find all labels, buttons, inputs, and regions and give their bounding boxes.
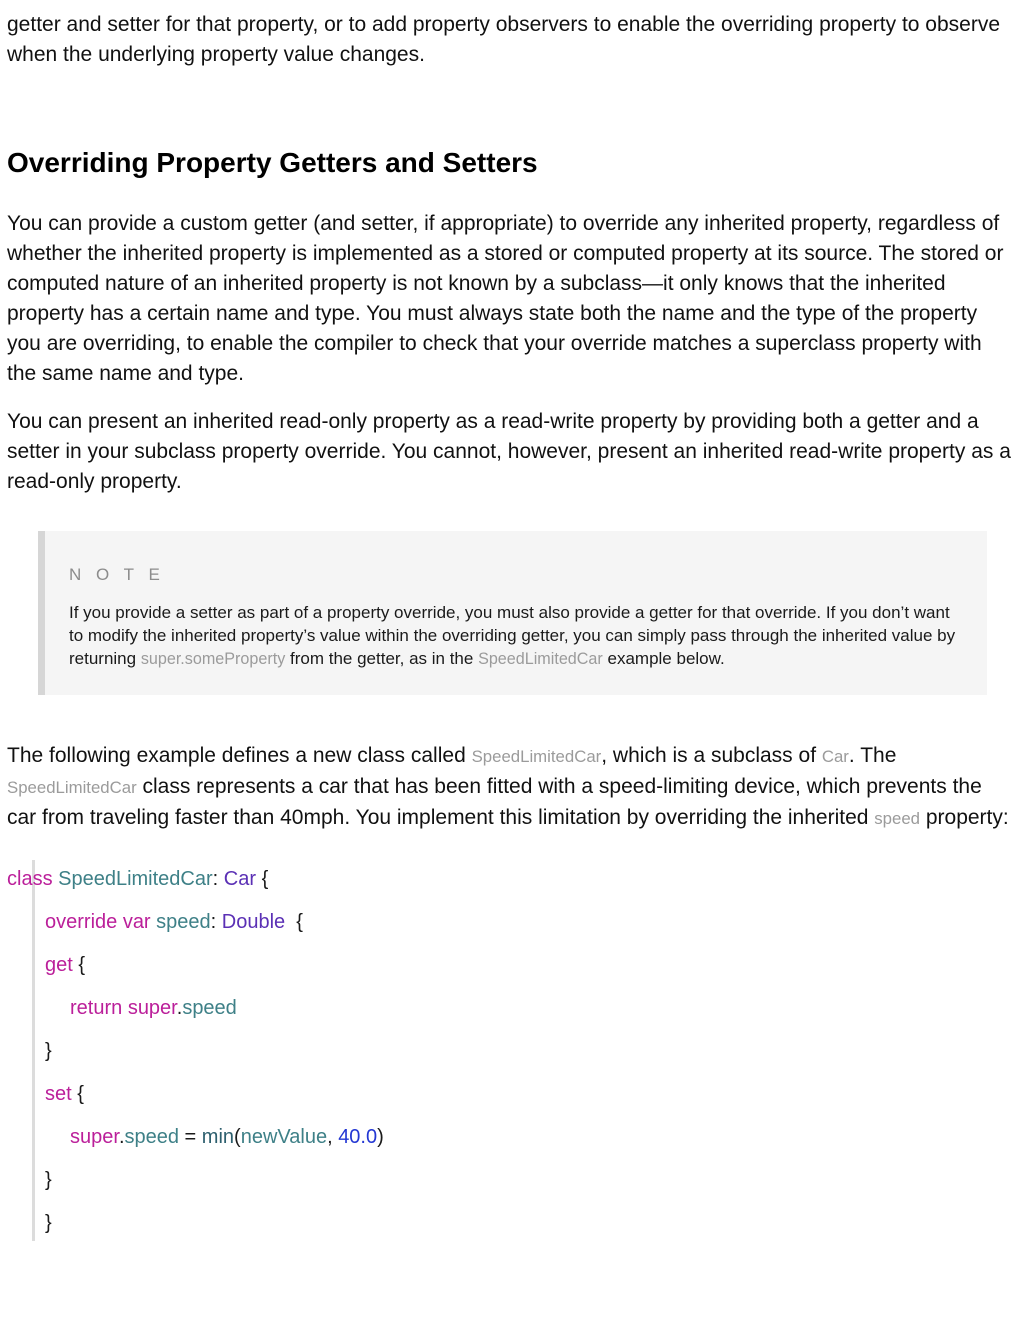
code-line (7, 944, 1014, 987)
code-token: { (77, 1083, 84, 1105)
code-line (7, 1202, 1014, 1245)
code-token: override (45, 911, 123, 933)
code-token: } (45, 1169, 52, 1191)
code-token: return (70, 997, 128, 1019)
text-segment: class represents a car that has been fitted with a speed-limiting device, which prevents the car from traveling faster than 40mph. You implement this limitation by overriding the inherited (7, 775, 982, 829)
text-segment: from the getter, as in the (285, 649, 479, 668)
code-token: super (70, 1126, 119, 1148)
code-line (7, 1159, 1014, 1202)
inline-code: super.someProperty (140, 650, 286, 668)
code-token: speed (182, 997, 237, 1019)
code-token: Car (223, 868, 257, 890)
inline-code: Car (821, 747, 849, 766)
text-segment: , which is a subclass of (601, 744, 822, 767)
code-token: . (118, 1126, 125, 1148)
code-token: ( (234, 1126, 241, 1148)
code-listing (7, 858, 1014, 1245)
code-token: = (179, 1126, 202, 1148)
code-token: newValue (240, 1126, 328, 1148)
code-token: super (127, 997, 177, 1019)
code-token: { (285, 911, 303, 933)
code-token: get (45, 954, 79, 976)
code-token: . (176, 997, 183, 1019)
code-token: SpeedLimitedCar (58, 868, 213, 890)
code-token: 40.0 (338, 1126, 378, 1148)
inline-code: speed (874, 809, 921, 828)
note-label: N O T E (69, 565, 165, 584)
paragraph-override-getters (7, 209, 1012, 389)
text-segment: example below. (602, 649, 725, 668)
text-segment: property: (920, 806, 1009, 829)
code-token: } (45, 1040, 52, 1062)
code-token: { (256, 868, 269, 890)
code-line (7, 858, 1014, 901)
code-token: } (45, 1212, 52, 1234)
code-token: : (210, 911, 222, 933)
paragraph-example-intro (7, 741, 1012, 834)
code-line (7, 1030, 1014, 1073)
code-token: ) (377, 1126, 384, 1148)
text-segment: getter and setter for that property, or to add property observers to enable the overriding property to observe when the underlying property value changes. (7, 13, 1000, 66)
code-token: Double (221, 911, 286, 933)
inline-code: SpeedLimitedCar (478, 650, 603, 668)
code-line (7, 987, 1014, 1030)
code-line (7, 1073, 1014, 1116)
text-segment: If you provide a setter as part of a property override, you must also provide a getter for that override. If you don’t want to modify the inherited property’s value within the overriding getter, you can simply pass through the inherited value by returning (69, 603, 956, 668)
intro-paragraph-fragment (7, 10, 1012, 70)
inline-code: SpeedLimitedCar (7, 778, 137, 797)
code-token: speed (156, 911, 211, 933)
code-token: { (78, 954, 86, 976)
note-callout (38, 531, 987, 695)
text-segment: You can provide a custom getter (and setter, if appropriate) to override any inherited property, regardless of whether the inherited property is implemented as a stored or computed property at its source. The stored or computed nature of an inherited property is not known by a subclass—it only knows that the inherited property has a certain name and type. You must always state both the name and the type of the property you are overriding, to enable the compiler to check that your override matches a superclass property with the same name and type. (7, 212, 1004, 385)
code-line (7, 901, 1014, 944)
note-body (69, 601, 963, 671)
code-token: var (122, 911, 157, 933)
code-token: class (7, 868, 59, 890)
code-lines (7, 858, 1014, 1245)
section-heading: Overriding Property Getters and Setters (7, 147, 538, 178)
code-token: min (201, 1126, 235, 1148)
code-token: set (45, 1083, 78, 1105)
code-token: speed (124, 1126, 179, 1148)
inline-code: SpeedLimitedCar (471, 747, 602, 766)
code-token: : (212, 868, 224, 890)
text-segment: . The (848, 744, 897, 767)
code-line (7, 1116, 1014, 1159)
text-segment: You can present an inherited read-only property as a read-write property by providing both a getter and a setter in your subclass property override. You cannot, however, present an inherited read-write property as a read-only property. (7, 410, 1011, 493)
paragraph-readonly-readwrite (7, 407, 1012, 497)
code-token: , (327, 1126, 339, 1148)
text-segment: The following example defines a new class called (7, 744, 472, 767)
